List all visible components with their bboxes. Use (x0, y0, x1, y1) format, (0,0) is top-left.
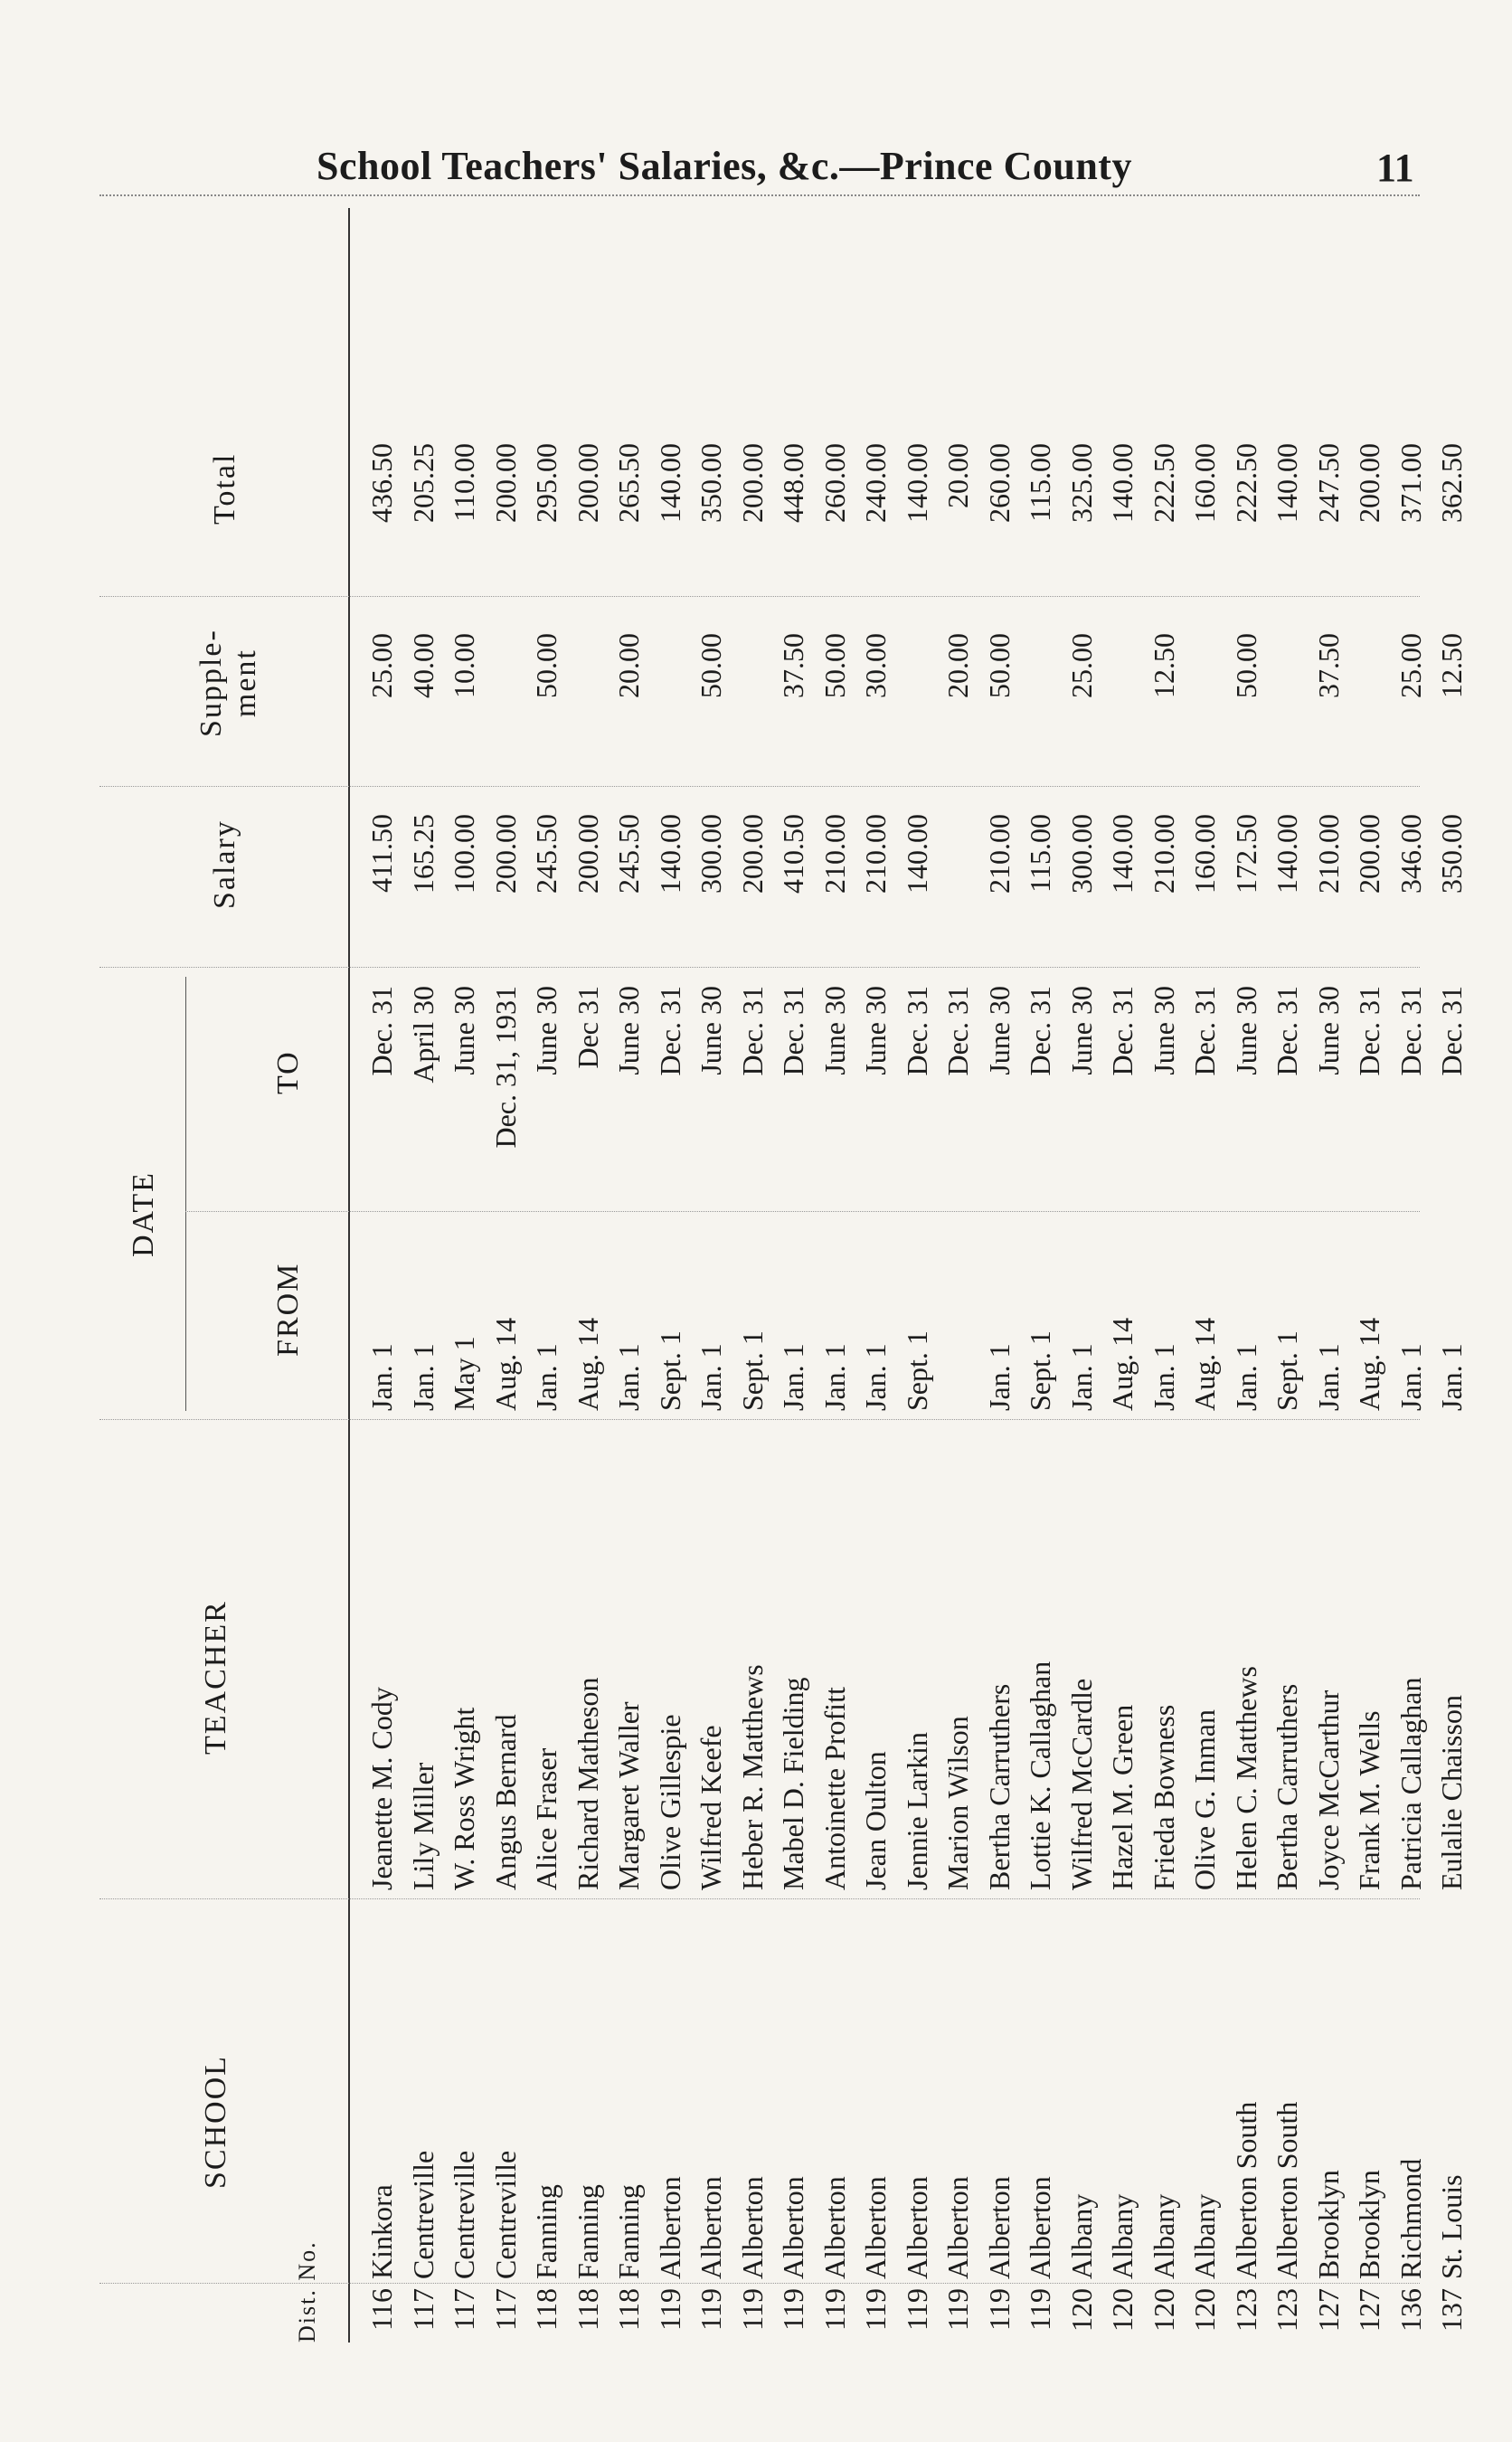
cell-from: Aug. 14 (1106, 1317, 1139, 1411)
cell-total: 371.00 (1394, 443, 1427, 523)
cell-from: Jan. 1 (365, 1343, 398, 1411)
table-row (1144, 208, 1186, 2343)
cell-salary: 300.00 (1064, 814, 1098, 894)
page-title: School Teachers' Salaries, &c.—Prince County (317, 144, 1132, 188)
cell-from: Jan. 1 (530, 1343, 562, 1411)
cell-dist: 123 (1271, 2288, 1303, 2332)
cell-from: Jan. 1 (695, 1343, 727, 1411)
cell-dist: 137 (1435, 2288, 1468, 2332)
cell-dist: 119 (653, 2288, 686, 2331)
cell-to: June 30 (1229, 986, 1262, 1075)
cell-teacher: Jeanette M. Cody (365, 1687, 398, 1890)
cell-dist: 127 (1311, 2288, 1345, 2332)
column-header-salary: Salary (208, 819, 241, 909)
cell-school: Kinkora (365, 2184, 398, 2279)
cell-school: Alberton (900, 2176, 933, 2279)
cell-school: Alberton (735, 2176, 769, 2279)
cell-supplement: 10.00 (448, 633, 480, 698)
column-header-dist: Dist. No. (294, 2240, 320, 2343)
cell-to: June 30 (695, 986, 727, 1075)
cell-teacher: Bertha Carruthers (982, 1683, 1016, 1890)
cell-salary: 140.00 (1271, 814, 1303, 894)
cell-from: Jan. 1 (1147, 1343, 1180, 1411)
cell-total: 200.00 (571, 443, 604, 523)
table-row (403, 208, 445, 2343)
cell-salary: 350.00 (1435, 814, 1468, 894)
cell-total: 362.50 (1435, 443, 1468, 523)
cell-supplement: 50.00 (817, 633, 851, 698)
table-row (1185, 208, 1226, 2343)
cell-dist: 120 (1188, 2288, 1221, 2332)
column-header-total: Total (208, 452, 241, 525)
cell-dist: 119 (817, 2288, 851, 2331)
cell-total: 350.00 (695, 443, 727, 523)
cell-teacher: Eulalie Chaisson (1435, 1695, 1468, 1890)
cell-total: 448.00 (777, 443, 809, 523)
cell-dist: 119 (859, 2288, 892, 2331)
cell-school: Brooklyn (1353, 2170, 1385, 2279)
cell-to: June 30 (817, 986, 851, 1075)
cell-school: Albany (1106, 2193, 1139, 2279)
cell-school: Alberton (653, 2176, 686, 2279)
cell-school: Fanning (530, 2184, 562, 2279)
cell-to: June 30 (448, 986, 480, 1075)
cell-from: Jan. 1 (1435, 1343, 1468, 1411)
cell-supplement: 20.00 (612, 633, 645, 698)
column-header-school: SCHOOL (199, 2054, 232, 2189)
table-row (1226, 208, 1268, 2343)
cell-salary: 210.00 (982, 814, 1016, 894)
cell-supplement: 20.00 (941, 633, 974, 698)
cell-school: Brooklyn (1311, 2170, 1345, 2279)
cell-total: 260.00 (982, 443, 1016, 523)
cell-teacher: Frank M. Wells (1353, 1710, 1385, 1890)
table-row (938, 208, 979, 2343)
cell-to: June 30 (859, 986, 892, 1075)
cell-total: 160.00 (1188, 443, 1221, 523)
cell-teacher: Olive G. Inman (1188, 1709, 1221, 1890)
table-header (99, 208, 350, 2343)
cell-school: Centreville (448, 2150, 480, 2279)
cell-dist: 116 (365, 2288, 398, 2331)
cell-salary: 245.50 (612, 814, 645, 894)
cell-from: May 1 (448, 1336, 480, 1411)
cell-salary: 200.00 (735, 814, 769, 894)
cell-dist: 119 (941, 2288, 974, 2331)
cell-salary: 411.50 (365, 814, 398, 893)
column-header-supplement: Supple- ment (194, 629, 262, 737)
cell-to: June 30 (1064, 986, 1098, 1075)
cell-salary: 210.00 (859, 814, 892, 894)
cell-from: Sept. 1 (1024, 1330, 1056, 1411)
cell-to: Dec. 31 (653, 986, 686, 1076)
cell-from: Jan. 1 (612, 1343, 645, 1411)
cell-from: Jan. 1 (1064, 1343, 1098, 1411)
table-row (526, 208, 568, 2343)
cell-total: 222.50 (1147, 443, 1180, 523)
cell-school: Alberton South (1271, 2101, 1303, 2279)
cell-to: June 30 (530, 986, 562, 1075)
cell-teacher: Antoinette Profitt (817, 1687, 851, 1890)
cell-salary: 140.00 (900, 814, 933, 894)
table-row (362, 208, 403, 2343)
cell-total: 140.00 (1271, 443, 1303, 523)
cell-teacher: W. Ross Wright (448, 1707, 480, 1890)
cell-from: Aug. 14 (488, 1317, 522, 1411)
cell-supplement: 25.00 (1064, 633, 1098, 698)
cell-dist: 117 (448, 2288, 480, 2331)
cell-dist: 118 (530, 2288, 562, 2331)
cell-to: Dec. 31 (1394, 986, 1427, 1076)
cell-school: Alberton South (1229, 2101, 1262, 2279)
cell-from: Jan. 1 (859, 1343, 892, 1411)
cell-dist: 119 (982, 2288, 1016, 2331)
cell-salary: 100.00 (448, 814, 480, 894)
table-row (815, 208, 856, 2343)
table-row (773, 208, 815, 2343)
cell-from: Jan. 1 (777, 1343, 809, 1411)
cell-salary: 410.50 (777, 814, 809, 894)
cell-total: 265.50 (612, 443, 645, 523)
cell-to: Dec. 31 (365, 986, 398, 1076)
cell-to: June 30 (612, 986, 645, 1075)
column-header-teacher: TEACHER (199, 1600, 232, 1755)
cell-total: 115.00 (1024, 443, 1056, 522)
cell-from: Jan. 1 (1229, 1343, 1262, 1411)
cell-to: April 30 (406, 986, 439, 1084)
cell-salary: 245.50 (530, 814, 562, 894)
cell-to: Dec 31 (571, 986, 604, 1069)
cell-total: 295.00 (530, 443, 562, 523)
table-row (1349, 208, 1391, 2343)
cell-teacher: Marion Wilson (941, 1716, 974, 1890)
cell-teacher: Bertha Carruthers (1271, 1683, 1303, 1890)
cell-teacher: Lottie K. Callaghan (1024, 1661, 1056, 1890)
table-row (732, 208, 774, 2343)
cell-school: Alberton (941, 2176, 974, 2279)
cell-salary: 346.00 (1394, 814, 1427, 894)
date-rule (185, 977, 186, 1411)
cell-supplement: 50.00 (1229, 633, 1262, 698)
cell-teacher: Hazel M. Green (1106, 1704, 1139, 1890)
cell-dist: 117 (488, 2288, 522, 2331)
column-header-date: DATE (127, 1171, 160, 1257)
cell-salary: 172.50 (1229, 814, 1262, 894)
cell-school: St. Louis (1435, 2174, 1468, 2279)
cell-school: Alberton (859, 2176, 892, 2279)
cell-from: Jan. 1 (406, 1343, 439, 1411)
cell-teacher: Wilfred Keefe (695, 1725, 727, 1890)
cell-salary: 210.00 (1147, 814, 1180, 894)
cell-dist: 120 (1147, 2288, 1180, 2332)
cell-supplement: 25.00 (365, 633, 398, 698)
cell-from: Jan. 1 (982, 1343, 1016, 1411)
cell-total: 325.00 (1064, 443, 1098, 523)
cell-salary: 210.00 (817, 814, 851, 894)
cell-to: Dec. 31 (735, 986, 769, 1076)
cell-total: 200.00 (735, 443, 769, 523)
cell-from: Sept. 1 (735, 1330, 769, 1411)
cell-salary: 200.00 (1353, 814, 1385, 894)
cell-supplement: 50.00 (695, 633, 727, 698)
table-row (1267, 208, 1309, 2343)
cell-school: Albany (1064, 2193, 1098, 2279)
cell-to: Dec. 31 (1188, 986, 1221, 1076)
header-rule (99, 194, 1420, 196)
cell-total: 222.50 (1229, 443, 1262, 523)
cell-to: Dec. 31 (1271, 986, 1303, 1076)
table-row (979, 208, 1021, 2343)
cell-school: Centreville (406, 2150, 439, 2279)
cell-from: Aug. 14 (1188, 1317, 1221, 1411)
table-row (1020, 208, 1062, 2343)
cell-teacher: Mabel D. Fielding (777, 1677, 809, 1890)
cell-to: Dec. 31 (1106, 986, 1139, 1076)
cell-dist: 118 (612, 2288, 645, 2331)
cell-teacher: Margaret Waller (612, 1701, 645, 1890)
cell-supplement: 40.00 (406, 633, 439, 698)
cell-teacher: Patricia Callaghan (1394, 1677, 1427, 1890)
cell-supplement: 30.00 (859, 633, 892, 698)
cell-supplement: 37.50 (777, 633, 809, 698)
cell-teacher: Alice Fraser (530, 1747, 562, 1890)
cell-teacher: Lily Miller (406, 1762, 439, 1890)
cell-school: Alberton (817, 2176, 851, 2279)
cell-dist: 123 (1229, 2288, 1262, 2332)
cell-to: Dec. 31 (1435, 986, 1468, 1076)
page-number: 11 (1376, 146, 1414, 190)
cell-teacher: Angus Bernard (488, 1714, 522, 1890)
cell-from: Aug. 14 (571, 1317, 604, 1411)
cell-teacher: Helen C. Matthews (1229, 1666, 1262, 1890)
cell-total: 247.50 (1311, 443, 1345, 523)
cell-total: 110.00 (448, 443, 480, 522)
cell-to: Dec. 31 (777, 986, 809, 1076)
cell-total: 140.00 (900, 443, 933, 523)
cell-from: Sept. 1 (653, 1330, 686, 1411)
table-row (1062, 208, 1103, 2343)
column-header-to: TO (271, 1050, 305, 1094)
cell-salary: 115.00 (1024, 814, 1056, 893)
cell-supplement: 37.50 (1311, 633, 1345, 698)
cell-school: Alberton (1024, 2176, 1056, 2279)
cell-dist: 120 (1106, 2288, 1139, 2332)
cell-teacher: Wilfred McCardle (1064, 1678, 1098, 1890)
cell-teacher: Richard Matheson (571, 1677, 604, 1890)
cell-to: Dec. 31 (1024, 986, 1056, 1076)
cell-dist: 117 (406, 2288, 439, 2331)
cell-teacher: Frieda Bowness (1147, 1704, 1180, 1890)
cell-salary: 200.00 (488, 814, 522, 894)
cell-school: Richmond (1394, 2158, 1427, 2279)
cell-to: June 30 (1311, 986, 1345, 1075)
cell-to: Dec. 31 (1353, 986, 1385, 1076)
cell-total: 200.00 (1353, 443, 1385, 523)
cell-from: Sept. 1 (900, 1330, 933, 1411)
column-header-from: FROM (271, 1262, 305, 1357)
cell-total: 260.00 (817, 443, 851, 523)
cell-from: Aug. 14 (1353, 1317, 1385, 1411)
cell-total: 140.00 (1106, 443, 1139, 523)
table-row (650, 208, 692, 2343)
table-row (609, 208, 650, 2343)
cell-total: 436.50 (365, 443, 398, 523)
cell-school: Albany (1188, 2193, 1221, 2279)
cell-supplement: 25.00 (1394, 633, 1427, 698)
cell-dist: 120 (1064, 2288, 1098, 2332)
cell-salary: 140.00 (1106, 814, 1139, 894)
cell-school: Fanning (612, 2184, 645, 2279)
cell-supplement: 12.50 (1147, 633, 1180, 698)
cell-supplement: 50.00 (982, 633, 1016, 698)
cell-dist: 119 (777, 2288, 809, 2331)
cell-to: Dec. 31 (941, 986, 974, 1076)
cell-dist: 118 (571, 2288, 604, 2331)
cell-total: 140.00 (653, 443, 686, 523)
table-row (1102, 208, 1144, 2343)
cell-teacher: Jennie Larkin (900, 1731, 933, 1890)
cell-teacher: Joyce McCarthur (1311, 1690, 1345, 1890)
cell-to: June 30 (982, 986, 1016, 1075)
table-row (1432, 208, 1473, 2343)
cell-dist: 119 (695, 2288, 727, 2331)
cell-salary: 165.25 (406, 814, 439, 894)
cell-school: Centreville (488, 2150, 522, 2279)
table-body (362, 208, 1473, 2343)
cell-from: Jan. 1 (1394, 1343, 1427, 1411)
cell-salary: 200.00 (571, 814, 604, 894)
table-row (486, 208, 527, 2343)
cell-dist: 119 (900, 2288, 933, 2331)
table-row (897, 208, 939, 2343)
table-row (568, 208, 610, 2343)
cell-total: 20.00 (941, 443, 974, 508)
cell-salary: 160.00 (1188, 814, 1221, 894)
table-row (1309, 208, 1350, 2343)
cell-school: Fanning (571, 2184, 604, 2279)
cell-teacher: Heber R. Matthews (735, 1664, 769, 1890)
cell-salary: 300.00 (695, 814, 727, 894)
cell-to: June 30 (1147, 986, 1180, 1075)
cell-dist: 127 (1353, 2288, 1385, 2332)
cell-supplement: 50.00 (530, 633, 562, 698)
cell-from: Jan. 1 (1311, 1343, 1345, 1411)
cell-total: 200.00 (488, 443, 522, 523)
cell-to: Dec. 31, 1931 (488, 986, 522, 1149)
cell-dist: 136 (1394, 2288, 1427, 2332)
cell-salary: 210.00 (1311, 814, 1345, 894)
cell-from: Jan. 1 (817, 1343, 851, 1411)
cell-school: Alberton (982, 2176, 1016, 2279)
cell-dist: 119 (1024, 2288, 1056, 2331)
cell-from: Sept. 1 (1271, 1330, 1303, 1411)
table-row (855, 208, 897, 2343)
cell-dist: 119 (735, 2288, 769, 2331)
table-row (444, 208, 486, 2343)
cell-supplement: 12.50 (1435, 633, 1468, 698)
cell-teacher: Olive Gillespie (653, 1714, 686, 1890)
cell-school: Alberton (695, 2176, 727, 2279)
cell-salary: 140.00 (653, 814, 686, 894)
cell-total: 205.25 (406, 443, 439, 523)
cell-to: Dec. 31 (900, 986, 933, 1076)
table-row (691, 208, 732, 2343)
cell-teacher: Jean Oulton (859, 1751, 892, 1890)
table-row (1391, 208, 1432, 2343)
cell-school: Albany (1147, 2193, 1180, 2279)
cell-school: Alberton (777, 2176, 809, 2279)
cell-total: 240.00 (859, 443, 892, 523)
salary-table (99, 208, 1468, 2343)
